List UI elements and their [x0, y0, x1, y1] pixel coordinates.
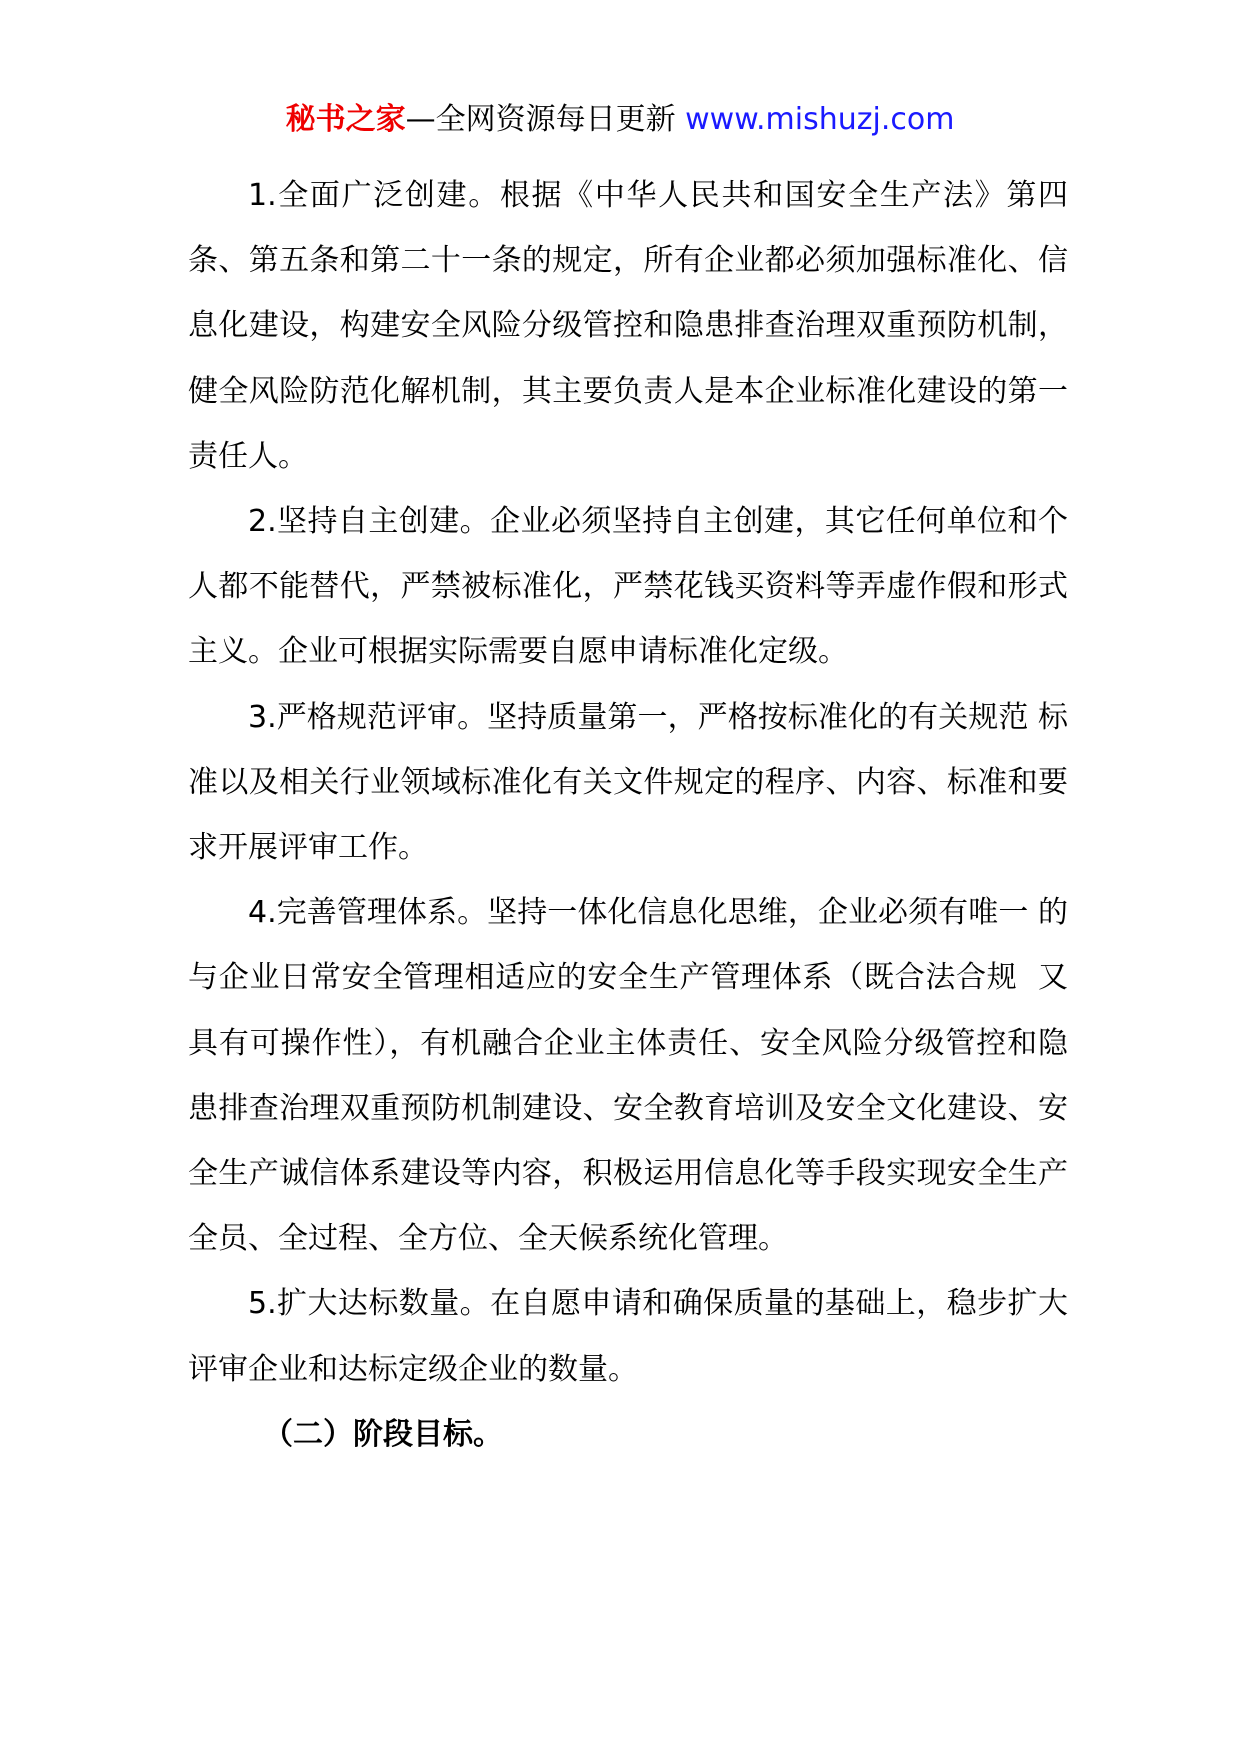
document-body — [188, 163, 1068, 1467]
paragraph-5: 5.扩大达标数量。在自愿申请和确保质量的基础上，稳步扩大评审企业和达标定级企业的数量。 — [188, 1286, 1068, 1387]
paragraph-1: 1.全面广泛创建。根据《中华人民共和国安全生产法》第四条、第五条和第二十一条的规定，所有企业都必须加强标准化、信息化建设，构建安全风险分级管控和隐患排查治理双重预防机制，健全风险防范化解机制，其主要负责人是本企业标准化建设的第一责任人。 — [188, 178, 1068, 474]
site-url-link[interactable]: www.mishuzj.com — [685, 102, 955, 137]
watermark-header — [0, 100, 1240, 140]
paragraph-3: 3.严格规范评审。坚持质量第一，严格按标准化的有关规范 标准以及相关行业领域标准化有关文件规定的程序、内容、标准和要求开展评审工作。 — [188, 699, 1068, 866]
brand-name: 秘书之家 — [285, 102, 406, 137]
paragraph-2: 2.坚持自主创建。企业必须坚持自主创建，其它任何单位和个人都不能替代，严禁被标准化，严禁花钱买资料等弄虚作假和形式主义。企业可根据实际需要自愿申请标准化定级。 — [188, 504, 1068, 670]
paragraph-4: 4.完善管理体系。坚持一体化信息化思维，企业必须有唯一 的与企业日常安全管理相适应的安全生产管理体系（既合法合规 又具有可操作性），有机融合企业主体责任、安全风险分级管控和隐患排查治理双重预防机制建设、安全教育培训及安全文化建设、安全生产诚信体系建设等内容，积极运用信息化等手段实现安全生产全员、全过程、全方位、全天候系统化管理。 — [188, 895, 1068, 1257]
section-heading: （二）阶段目标。 — [263, 1416, 503, 1452]
header-tagline: —全网资源每日更新 — [405, 102, 686, 137]
